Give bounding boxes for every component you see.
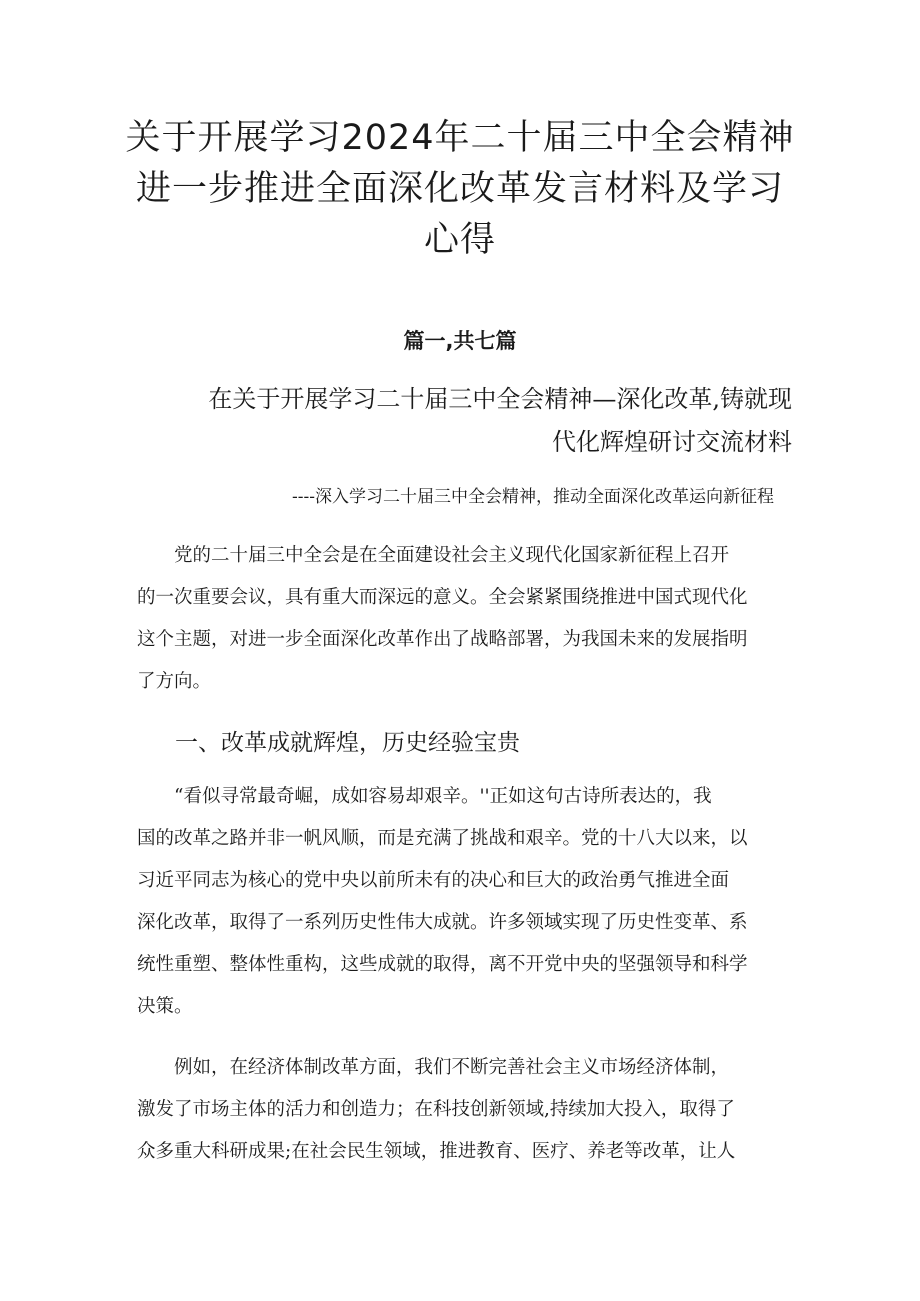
paragraph-examples — [137, 1047, 792, 1173]
paragraph-line: 习近平同志为核心的党中央以前所未有的决心和巨大的政治勇气推进全面 — [137, 870, 730, 891]
subtitle-line: 在关于开展学习二十届三中全会精神—深化改革,铸就现 — [208, 385, 792, 413]
paragraph-line: 了方向。 — [137, 671, 212, 692]
paragraph-line: 统性重塑、整体性重构，这些成就的取得，离不开党中央的坚强领导和科学 — [137, 954, 748, 975]
paragraph-intro — [137, 535, 792, 703]
paragraph-line: 众多重大科研成果;在社会民生领域，推进教育、医疗、养老等改革，让人 — [137, 1141, 736, 1162]
paragraph-line: 党的二十届三中全会是在全面建设社会主义现代化国家新征程上召开 — [174, 545, 730, 566]
paragraph-line: 这个主题，对进一步全面深化改革作出了战略部署，为我国未来的发展指明 — [137, 629, 748, 650]
document-title — [120, 113, 800, 266]
title-line: 心得 — [423, 220, 496, 260]
section-label: 篇一,共七篇 — [403, 329, 517, 353]
section-heading-1: 一、改革成就辉煌，历史经验宝贵 — [175, 730, 520, 756]
paragraph-line: 的一次重要会议，具有重大而深远的意义。全会紧紧围绕推进中国式现代化 — [137, 587, 748, 608]
paragraph-line: 例如，在经济体制改革方面，我们不断完善社会主义市场经济体制， — [174, 1057, 730, 1078]
paragraph-line: 激发了市场主体的活力和创造力；在科技创新领域,持续加大投入，取得了 — [137, 1099, 735, 1120]
paragraph-line: 决策。 — [137, 996, 193, 1017]
article-tagline: ----深入学习二十届三中全会精神，推动全面深化改革运向新征程 — [292, 487, 774, 507]
article-subtitle — [130, 378, 792, 464]
title-line: 进一步推进全面深化改革发言材料及学习 — [135, 169, 784, 209]
paragraph-line: 深化改革，取得了一系列历史性伟大成就。许多领域实现了历史性变革、系 — [137, 912, 748, 933]
title-line: 关于开展学习2024年二十届三中全会精神 — [125, 118, 795, 158]
paragraph-line: “看似寻常最奇崛，成如容易却艰辛。''正如这句古诗所表达的，我 — [174, 786, 712, 807]
paragraph-reform-achievements — [137, 776, 792, 1028]
subtitle-line: 代化辉煌研讨交流材料 — [552, 428, 792, 456]
paragraph-line: 国的改革之路并非一帆风顺，而是充满了挑战和艰辛。党的十八大以来，以 — [137, 828, 748, 849]
